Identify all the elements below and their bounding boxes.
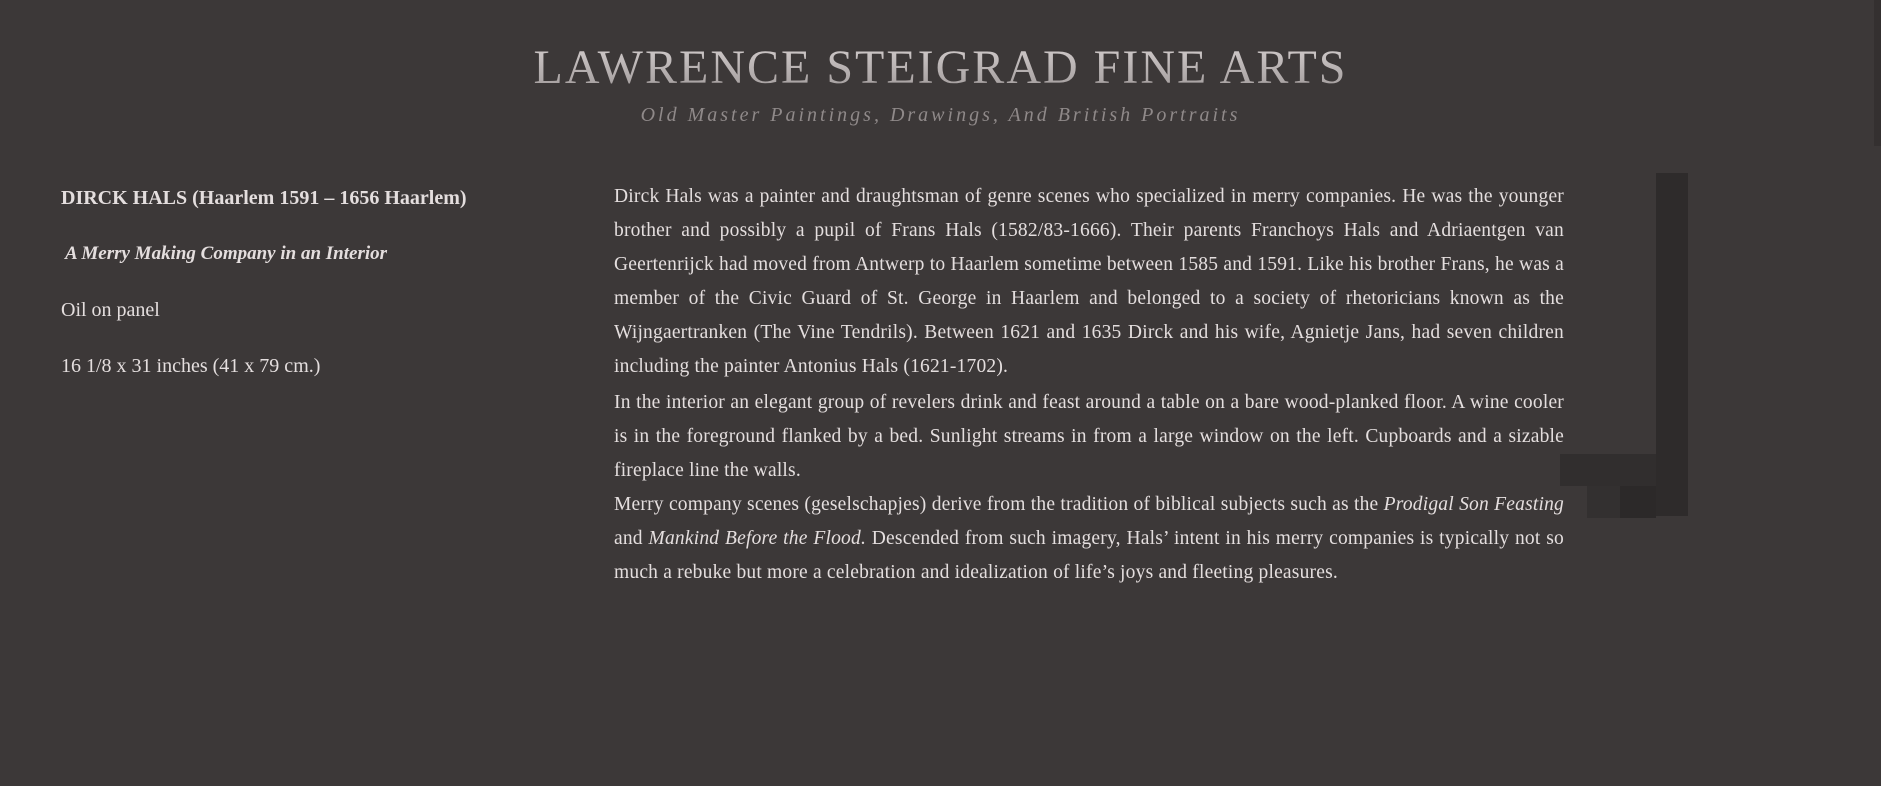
artist-name: DIRCK HALS <box>61 187 188 209</box>
description-paragraph: In the interior an elegant group of revelers drink and feast around a table on a bare wood-planked floor. A wine cooler is in the foreground flanked by a bed. Sunlight streams in from a large window on the left. Cupboards and a sizable fireplace line the walls. <box>614 392 1564 481</box>
artist-dates: (Haarlem 1591 – 1656 Haarlem) <box>192 187 467 209</box>
paragraph-text: and <box>614 528 649 549</box>
artwork-dimensions: 16 1/8 x 31 inches (41 x 79 cm.) <box>61 355 321 377</box>
artist-line <box>61 182 581 214</box>
scrollbar-thumb[interactable] <box>1874 0 1881 146</box>
decorative-shadow <box>1560 454 1656 486</box>
italic-title: Mankind Before the Flood. <box>648 528 867 549</box>
artwork-details <box>61 182 581 406</box>
decorative-shadow <box>1656 173 1688 516</box>
description-paragraph: Dirck Hals was a painter and draughtsman of genre scenes who specialized in merry companies. He was the younger brother and possibly a pupil of Frans Hals (1582/83-1666). Their parents Franchoys Hals and Adriaentgen van Geertenrijck had moved from Antwerp to Haarlem sometime between 1585 and 1591. Like his brother Frans, he was a member of the Civic Guard of St. George in Haarlem and belonged to a society of rhetoricians known as the Wijngaertranken (The Vine Tendrils). Between 1621 and 1635 Dirck and his wife, Agnietje Jans, had seven children including the painter Antonius Hals (1621-1702). <box>614 186 1564 377</box>
artwork-medium: Oil on panel <box>61 299 160 321</box>
artwork-title: A Merry Making Company in an Interior <box>65 243 388 264</box>
site-header <box>0 38 1881 127</box>
paragraph-text: Descended from such imagery, Hals’ intent in his merry companies is typically not so much a rebuke but more a celebration and idealization of life’s joys and fleeting pleasures. <box>614 528 1564 583</box>
site-subtitle: Old Master Paintings, Drawings, And British Portraits <box>640 104 1241 126</box>
decorative-shadow <box>1620 486 1656 518</box>
artwork-description <box>614 180 1564 590</box>
site-title[interactable]: LAWRENCE STEIGRAD FINE ARTS <box>0 38 1881 98</box>
italic-title: Prodigal Son Feasting <box>1383 494 1564 515</box>
paragraph-text: Merry company scenes (geselschapjes) derive from the tradition of biblical subjects such as the <box>614 494 1384 515</box>
description-paragraph <box>614 488 1564 590</box>
